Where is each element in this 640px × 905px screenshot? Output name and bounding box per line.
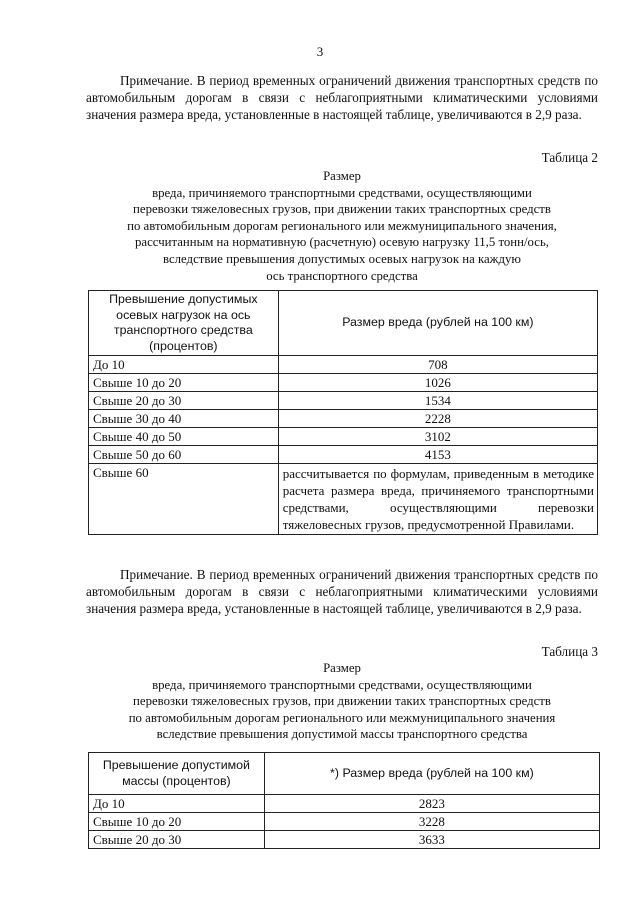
table-3-cell-value: 3633	[264, 831, 599, 849]
table-3-title-line: перевозки тяжеловесных грузов, при движении таких транспортных средств	[133, 694, 551, 709]
table-row	[89, 392, 598, 410]
table-2-title	[86, 168, 598, 284]
table-row	[89, 374, 598, 392]
table-2-header-damage: Размер вреда (рублей на 100 км)	[278, 291, 597, 356]
table-2-cell-category: Свыше 10 до 20	[89, 374, 279, 392]
table-2-cell-category: Свыше 30 до 40	[89, 410, 279, 428]
table-3-title-line: вследствие превышения допустимой массы транспортного средства	[156, 727, 528, 742]
table-2-cell-value: 1026	[278, 374, 597, 392]
table-3-title	[86, 660, 598, 743]
table-3-header-excess: Превышение допустимой массы (процентов)	[89, 753, 265, 795]
table-3-header-damage: *) Размер вреда (рублей на 100 км)	[264, 753, 599, 795]
table-3-cell-category: До 10	[89, 795, 265, 813]
table-2-cell-value: 2228	[278, 410, 597, 428]
table-2-title-line: рассчитанным на нормативную (расчетную) осевую нагрузку 11,5 тонн/ось,	[135, 235, 549, 250]
table-row	[89, 356, 598, 374]
table-3-title-line: вреда, причиняемого транспортными средствами, осуществляющими	[152, 677, 532, 692]
table-3-cell-category: Свыше 10 до 20	[89, 813, 265, 831]
table-3	[88, 752, 600, 849]
note-table-2: Примечание. В период временных ограничений движения транспортных средств по автомобильным дорогам в связи с неблагоприятными климатическими условиями значения размера вреда, установленные в настоящей таблице, увеличиваются в 2,9 раза.	[86, 567, 598, 616]
table-2	[88, 290, 598, 535]
table-2-title-line: Размер	[323, 169, 361, 183]
table-2-cell-category: До 10	[89, 356, 279, 374]
table-3-title-line: по автомобильным дорогам регионального или межмуниципального значения	[128, 710, 556, 725]
table-3-cell-category: Свыше 20 до 30	[89, 831, 265, 849]
table-3-cell-value: 3228	[264, 813, 599, 831]
table-2-cell-value: 708	[278, 356, 597, 374]
table-row	[89, 464, 598, 535]
table-2-title-line: вследствие превышения допустимых осевых нагрузок на каждую	[163, 251, 521, 266]
table-3-title-line: Размер	[323, 661, 361, 675]
table-2-cell-category: Свыше 20 до 30	[89, 392, 279, 410]
table-2-header-excess: Превышение допустимых осевых нагрузок на ось транспортного средства (процентов)	[89, 291, 279, 356]
table-2-cell-value: рассчитывается по формулам, приведенным в методике расчета размера вреда, причиняемого транспортными средствами, осуществляющими перевозки тяжеловесных грузов, предусмотренной Правилами.	[278, 464, 597, 535]
table-row	[89, 813, 600, 831]
table-2-header-row	[89, 291, 598, 356]
page-number: 3	[316, 44, 324, 59]
table-2-title-line: вреда, причиняемого транспортными средствами, осуществляющими	[152, 185, 532, 200]
table-2-title-line: по автомобильным дорогам регионального или межмуниципального значения,	[127, 218, 557, 233]
table-2-cell-category: Свыше 60	[89, 464, 279, 535]
table-2-cell-value: 1534	[278, 392, 597, 410]
table-2-title-line: ось транспортного средства	[266, 268, 418, 283]
table-row	[89, 831, 600, 849]
table-2-cell-value: 3102	[278, 428, 597, 446]
table-2-title-line: перевозки тяжеловесных грузов, при движении таких транспортных средств	[133, 202, 551, 217]
table-row	[89, 410, 598, 428]
table-row	[89, 446, 598, 464]
note-table-1: Примечание. В период временных ограничений движения транспортных средств по автомобильным дорогам в связи с неблагоприятными климатическими условиями значения размера вреда, установленные в настоящей таблице, увеличиваются в 2,9 раза.	[86, 73, 598, 122]
table-3-header-row	[89, 753, 600, 795]
table-2-label: Таблица 2	[541, 150, 598, 165]
table-2-cell-category: Свыше 40 до 50	[89, 428, 279, 446]
table-3-label: Таблица 3	[541, 644, 598, 659]
table-row	[89, 795, 600, 813]
table-3-cell-value: 2823	[264, 795, 599, 813]
table-row	[89, 428, 598, 446]
table-2-cell-category: Свыше 50 до 60	[89, 446, 279, 464]
table-2-cell-value: 4153	[278, 446, 597, 464]
